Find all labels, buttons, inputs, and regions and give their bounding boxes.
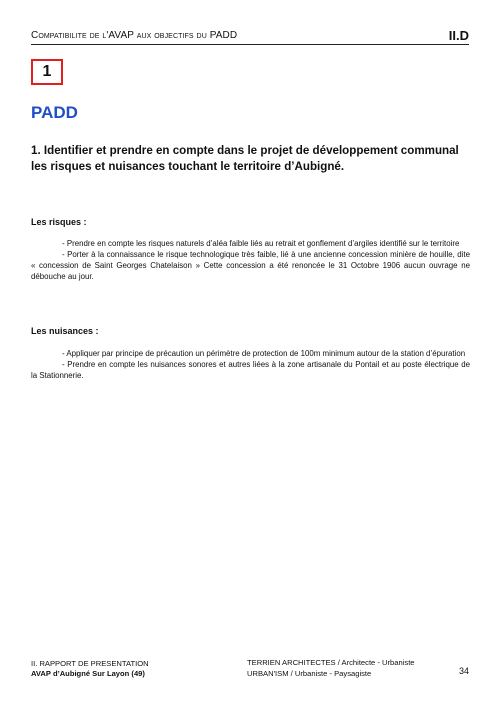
main-heading: 1. Identifier et prendre en compte dans le projet de développement communal les risques et nuisances touchant le territoire d’Aubigné. [31,144,459,173]
page-header [31,28,469,45]
footer-credits [247,658,415,679]
risques-item-1: - Prendre en compte les risques naturels d’aléa faible liés au retrait et gonflement d’argiles identifié sur le territoire [62,239,460,248]
nuisances-heading: Les nuisances : [31,326,99,336]
nuisances-paragraph [31,348,470,381]
footer-report-title: II. RAPPORT DE PRESENTATION [31,659,149,668]
padd-title: PADD [31,103,78,122]
risques-item-2: - Porter à la connaissance le risque technologique très faible, lié à une ancienne concession minière de houille, dite « concession de Saint Georges Chatelaison » Cette concession a été renoncée le 31 Octobre 1906 aucun ouvrage ne débouche au jour. [31,250,470,281]
risques-paragraph [31,238,470,282]
header-title: Compatibilite de l'AVAP aux objectifs du PADD [31,30,238,41]
footer-document-info [31,659,149,679]
footer-project-name: AVAP d’Aubigné Sur Layon (49) [31,669,145,678]
nuisances-item-2: - Prendre en compte les nuisances sonores et autres liées à la zone artisanale du Pontail et au poste électrique de la Stationnerie. [31,360,470,380]
risques-heading: Les risques : [31,217,87,227]
chapter-number-box: 1 [31,59,63,85]
nuisances-item-1: - Appliquer par principe de précaution un périmètre de protection de 100m minimum autour de la station d’épuration [62,349,466,358]
page-number: 34 [458,666,469,676]
header-section-label: II.D [448,28,469,43]
footer-credit-urbanist: URBAN'ISM / Urbaniste - Paysagiste [247,668,372,678]
footer-credit-architect: TERRIEN ARCHITECTES / Architecte - Urbaniste [247,658,415,667]
